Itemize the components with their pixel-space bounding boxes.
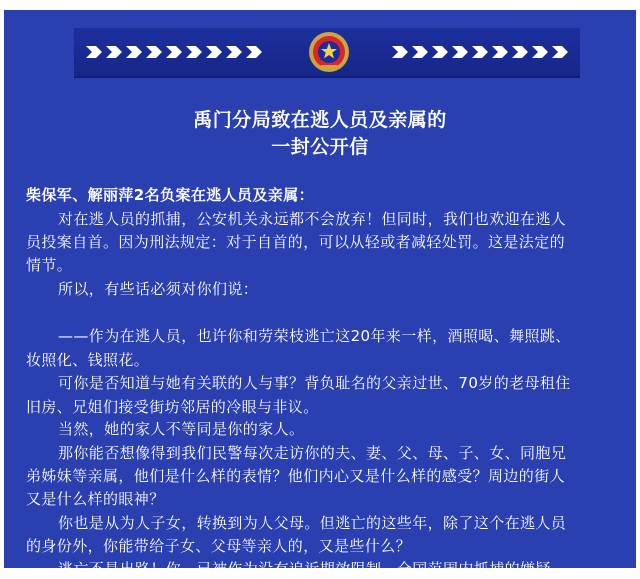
body-line: 旧房、兄姐们接受街坊邻居的冷眼与非议。 (26, 398, 319, 416)
body-line: 对在逃人员的抓捕，公安机关永远都不会放弃！但同时，我们也欢迎在逃人 (58, 210, 567, 228)
body-line: 又是什么样的眼神？ (26, 490, 165, 508)
body-line: 你也是从为人子女，转换到为人父母。但逃亡的这些年，除了这个在逃人员 (58, 514, 567, 532)
body-line: 可你是否知道与她有关联的人与事？背负耻名的父亲过世、70岁的老母租住 (58, 374, 571, 392)
body-line: 员投案自首。因为刑法规定：对于自首的，可以从轻或者减轻处罚。这是法定的 (26, 233, 566, 251)
body-line: 所以，有些话必须对你们说： (58, 280, 259, 298)
body-line: 逃亡不是出路！你，已被作为没有追诉期效限制、全国范围内抓捕的嫌疑 (58, 560, 551, 578)
salutation: 柴保军、解丽萍2名负案在逃人员及亲属： (26, 186, 315, 204)
letter-page (4, 10, 636, 578)
body-line: 当然，她的家人不等同是你的家人。 (58, 420, 305, 438)
body-line: 那你能否想像得到我们民警每次走访你的夫、妻、父、母、子、女、同胞兄 (58, 444, 567, 462)
body-line: 的身份外，你能带给子女、父母等亲人的，又是些什么？ (26, 537, 412, 555)
body-line: 情节。 (26, 256, 73, 274)
body-line: 妆照化、钱照花。 (26, 351, 150, 369)
letter-title-line2: 一封公开信 (271, 136, 369, 158)
body-line: ——作为在逃人员，也许你和劳荣枝逃亡这20年来一样，酒照喝、舞照跳、 (58, 327, 571, 345)
letter-title-line1: 禹门分局致在逃人员及亲属的 (193, 109, 447, 131)
body-line: 弟姊妹等亲属，他们是什么样的表情？他们内心又是什么样的感受？周边的街人 (26, 467, 566, 485)
letter-body (4, 10, 636, 578)
